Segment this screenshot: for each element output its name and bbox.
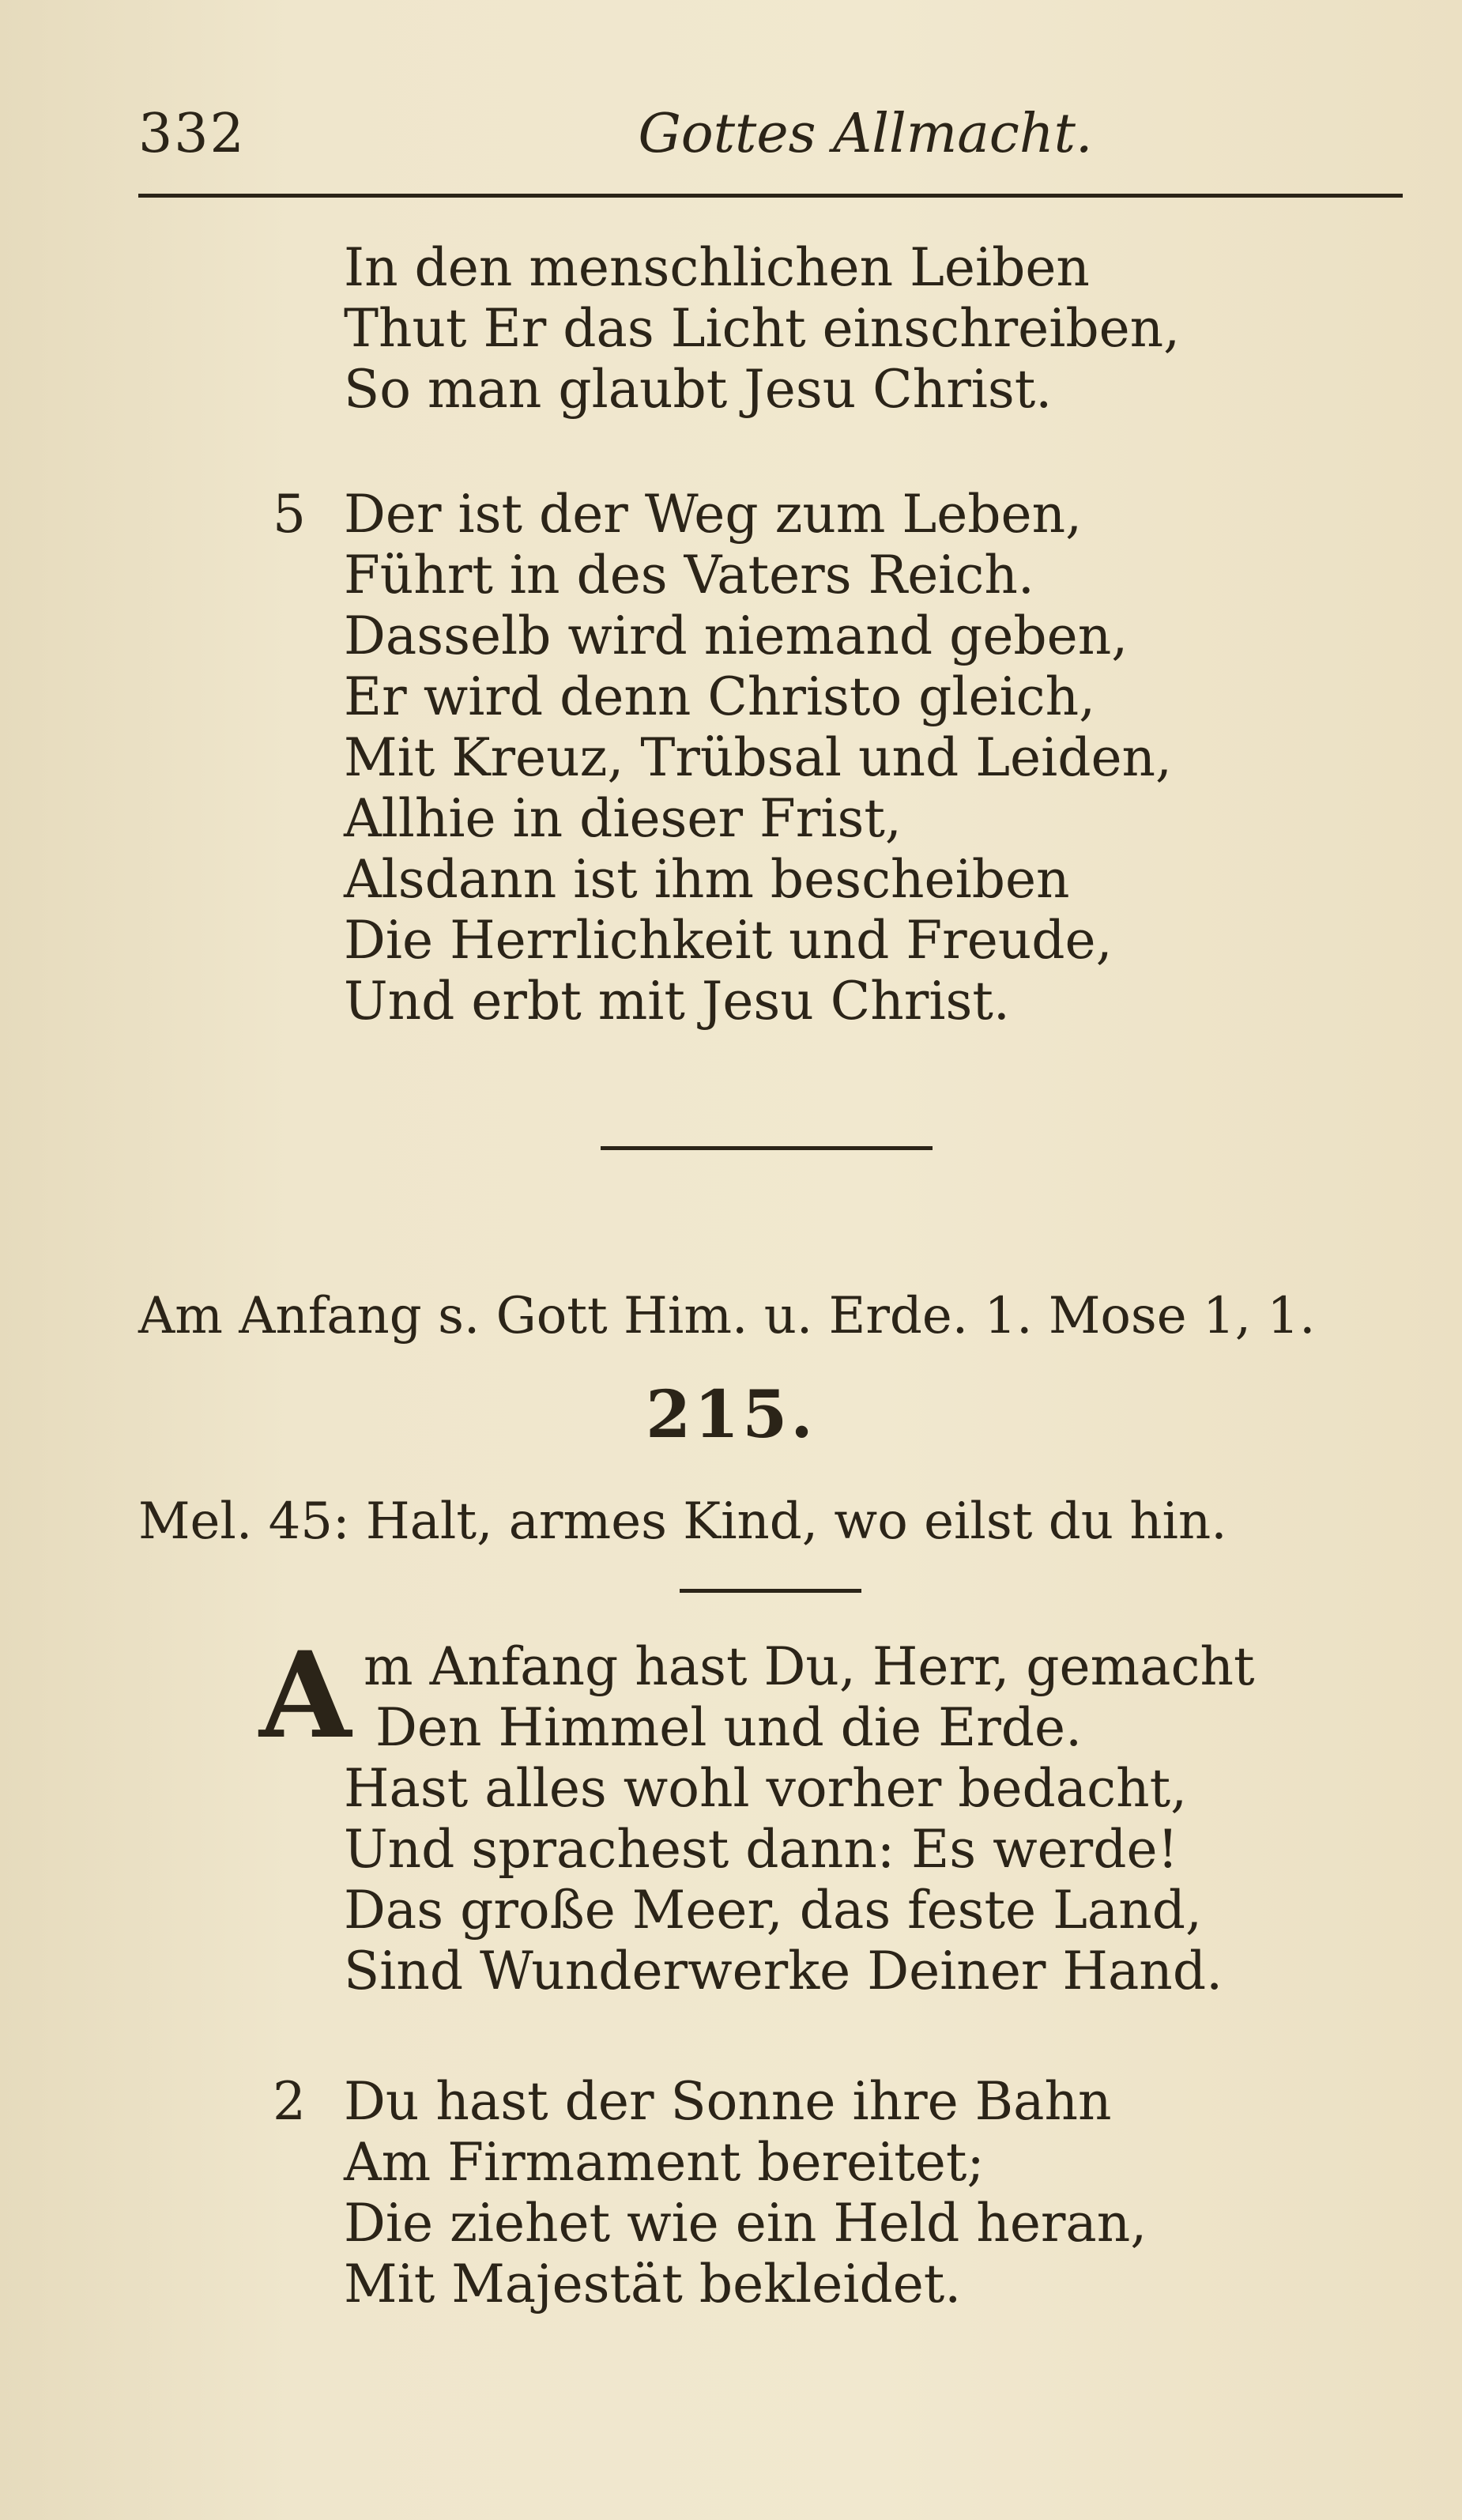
stanza-number: 5 — [273, 484, 306, 545]
verse-line: Mit Majestät bekleidet. — [344, 2254, 962, 2314]
stanza-number: 2 — [273, 2071, 306, 2132]
verse-line: In den menschlichen Leiben — [344, 237, 1090, 298]
verse-line: Allhie in dieser Frist, — [344, 788, 902, 849]
hymn-stanza-1-first-line — [364, 1636, 1255, 1697]
page-number: 332 — [138, 103, 246, 165]
running-title: Gottes Allmacht. — [638, 103, 1093, 165]
section-divider — [601, 1146, 933, 1150]
verse-line: Am Firmament bereitet; — [344, 2132, 985, 2193]
drop-cap: A — [259, 1626, 352, 1765]
verse-line: Die ziehet wie ein Held heran, — [344, 2193, 1147, 2254]
verse-line: Und erbt mit Jesu Christ. — [344, 971, 1010, 1032]
verse-line: Alsdann ist ihm bescheiben — [344, 849, 1070, 910]
verse-line: Sind Wunderwerke Deiner Hand. — [344, 1941, 1223, 2001]
page-header — [138, 99, 1403, 170]
verse-line: Dasselb wird niemand geben, — [344, 605, 1129, 666]
verse-line: Und sprachest dann: Es werde! — [344, 1819, 1179, 1880]
verse-line: m Anfang hast Du, Herr, gemacht — [364, 1636, 1255, 1697]
verse-line: Er wird denn Christo gleich, — [344, 666, 1096, 727]
hymn-topic: Am Anfang s. Gott Him. u. Erde. 1. Mose 1, 1. — [138, 1287, 1316, 1345]
verse-line: Das große Meer, das feste Land, — [344, 1880, 1203, 1941]
hymn-number: 215. — [646, 1377, 816, 1453]
verse-line: Du hast der Sonne ihre Bahn — [344, 2071, 1112, 2132]
verse-line: Die Herrlichkeit und Freude, — [344, 910, 1113, 971]
verse-line: Mit Kreuz, Trübsal und Leiden, — [344, 727, 1173, 788]
verse-line: Der ist der Weg zum Leben, — [344, 484, 1083, 545]
stanza-5 — [344, 484, 1172, 1032]
verse-line: Führt in des Vaters Reich. — [344, 545, 1034, 605]
hymn-stanza-2 — [344, 2071, 1147, 2314]
hymn-stanza-1 — [344, 1697, 1223, 2001]
verse-line: Den Himmel und die Erde. — [375, 1697, 1083, 1758]
verse-line: So man glaubt Jesu Christ. — [344, 359, 1053, 420]
melody-reference: Mel. 45: Halt, armes Kind, wo eilst du hin. — [138, 1492, 1227, 1551]
verse-line: Hast alles wohl vorher bedacht, — [344, 1758, 1188, 1819]
melody-divider — [680, 1589, 861, 1593]
stanza-4-end — [344, 237, 1180, 420]
header-rule — [138, 194, 1403, 198]
verse-line: Thut Er das Licht einschreiben, — [344, 298, 1181, 359]
